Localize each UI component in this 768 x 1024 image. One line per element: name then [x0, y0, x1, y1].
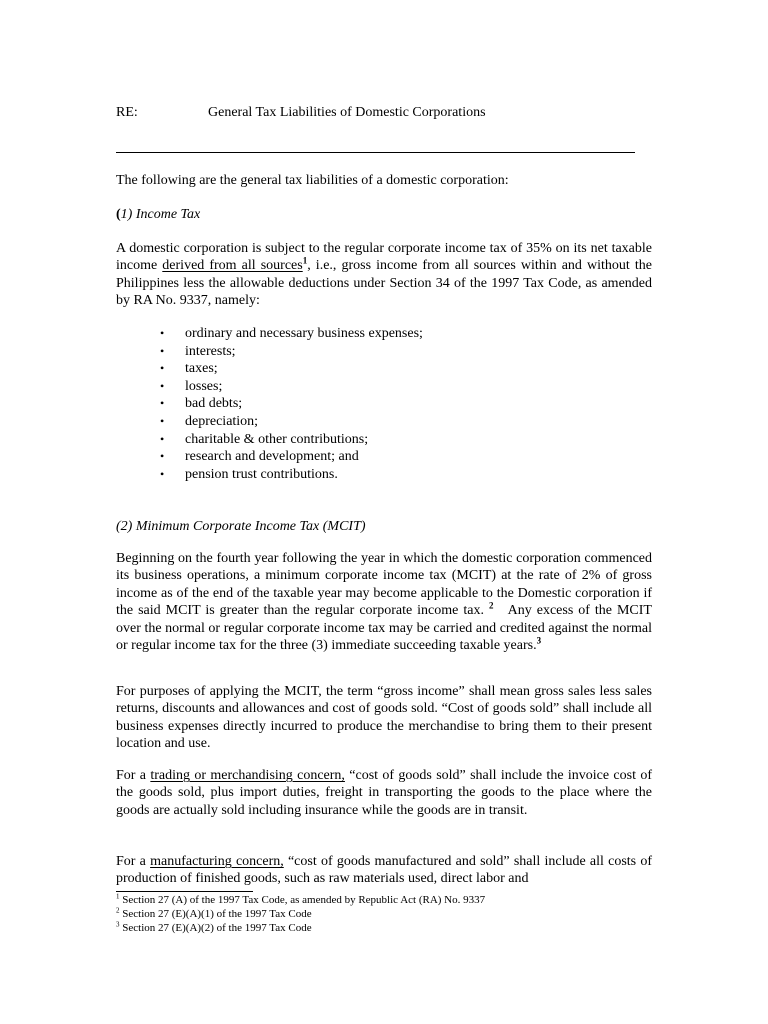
manufacturing-text-b: “cost of goods manufactured and sold” shall include all costs of production of finished goods, such as raw materials used, direct labor and [116, 854, 652, 887]
mcit-text-b: Any excess of the MCIT over the normal or regular corporate income tax may be carried and credited against the normal or regular income tax for the three (3) immediate succeeding taxable years. [116, 603, 652, 654]
footnote-ref-2: 2 [488, 600, 494, 611]
trading-concern-phrase: trading or merchandising concern, [150, 768, 345, 783]
derived-from-all-sources-phrase: derived from all sources [162, 258, 303, 274]
footnote-divider [116, 891, 253, 892]
list-item [160, 413, 423, 431]
list-item-text: pension trust contributions. [185, 466, 338, 482]
section2-heading: (2) Minimum Corporate Income Tax (MCIT) [116, 519, 366, 534]
list-item [160, 395, 423, 413]
bullet-icon: • [160, 343, 165, 358]
re-label: RE: [116, 105, 138, 120]
list-item-text: depreciation; [185, 413, 259, 429]
section1-title: 1) Income Tax [120, 207, 201, 222]
section1-paragraph [116, 240, 652, 310]
manufacturing-concern-phrase: manufacturing concern, [150, 854, 284, 869]
memo-subject: General Tax Liabilities of Domestic Corporations [208, 105, 486, 120]
trading-text-a: For a [116, 768, 151, 783]
list-item [160, 378, 423, 396]
bullet-icon: • [160, 413, 165, 428]
bullet-icon: • [160, 466, 165, 481]
intro-paragraph: The following are the general tax liabilities of a domestic corporation: [116, 173, 509, 188]
trading-text-b: “cost of goods sold” shall include the invoice cost of the goods sold, plus import duties, freight in transporting the goods to the place where the goods are actually sold including insurance while the goods are in transit. [116, 768, 652, 818]
list-item-text: ordinary and necessary business expenses; [185, 326, 423, 341]
list-item-text: research and development; and [185, 449, 359, 465]
list-item [160, 466, 423, 484]
footnote-text: Section 27 (E)(A)(1) of the 1997 Tax Code [119, 908, 312, 920]
footnote-number: 1 [116, 892, 120, 901]
list-item-text: taxes; [185, 361, 218, 377]
footnote-text: Section 27 (E)(A)(2) of the 1997 Tax Code [119, 922, 312, 934]
section1-text-a: A domestic corporation is subject to the regular corporate income tax of 35% on its net taxable income [116, 241, 652, 274]
header-divider [116, 152, 635, 153]
trading-concern-paragraph [116, 767, 652, 819]
footnote-1 [116, 894, 485, 907]
list-item [160, 431, 423, 449]
manufacturing-concern-paragraph [116, 853, 652, 888]
bullet-icon: • [160, 326, 165, 340]
bullet-icon: • [160, 361, 165, 376]
mcit-paragraph [116, 550, 652, 654]
section1-text-b: , i.e., gross income from all sources within and without the Philippines less the allowable deductions under Section 34 of the 1997 Tax Code, as amended by RA No. 9337, namely: [116, 258, 652, 309]
mcit-text-a: Beginning on the fourth year following the year in which the domestic corporation commenced its business operations, a minimum corporate income tax (MCIT) at the rate of 2% of gross income as of the end of the taxable year may become applicable to the Domestic corporation if the said MCIT is greater than the regular corporate income tax. [116, 551, 652, 619]
list-item-text: charitable & other contributions; [185, 431, 369, 447]
list-item [160, 448, 423, 466]
section1-heading [116, 206, 652, 223]
footnote-3 [116, 922, 312, 935]
list-item-text: losses; [185, 378, 223, 394]
footnote-2 [116, 908, 312, 921]
bullet-icon: • [160, 449, 165, 464]
list-item [160, 360, 423, 378]
list-item-text: bad debts; [185, 396, 243, 412]
list-item [160, 343, 423, 361]
list-item [160, 325, 423, 343]
footnote-ref-1: 1 [302, 255, 308, 266]
deductions-list [160, 325, 423, 483]
manufacturing-text-a: For a [116, 854, 151, 869]
bullet-icon: • [160, 396, 165, 411]
list-item-text: interests; [185, 343, 236, 359]
gross-income-paragraph: For purposes of applying the MCIT, the term “gross income” shall mean gross sales less sales returns, discounts and allowances and cost of goods sold. “Cost of goods sold” shall include all business expenses directly incurred to produce the merchandise to bring them to their present location and use. [116, 684, 652, 752]
bullet-icon: • [160, 378, 165, 393]
footnote-number: 3 [116, 920, 120, 929]
bullet-icon: • [160, 431, 165, 446]
section1-open-paren: ( [116, 207, 121, 222]
footnote-text: Section 27 (A) of the 1997 Tax Code, as amended by Republic Act (RA) No. 9337 [119, 894, 486, 906]
footnote-ref-3: 3 [536, 635, 542, 646]
footnote-number: 2 [116, 906, 120, 915]
